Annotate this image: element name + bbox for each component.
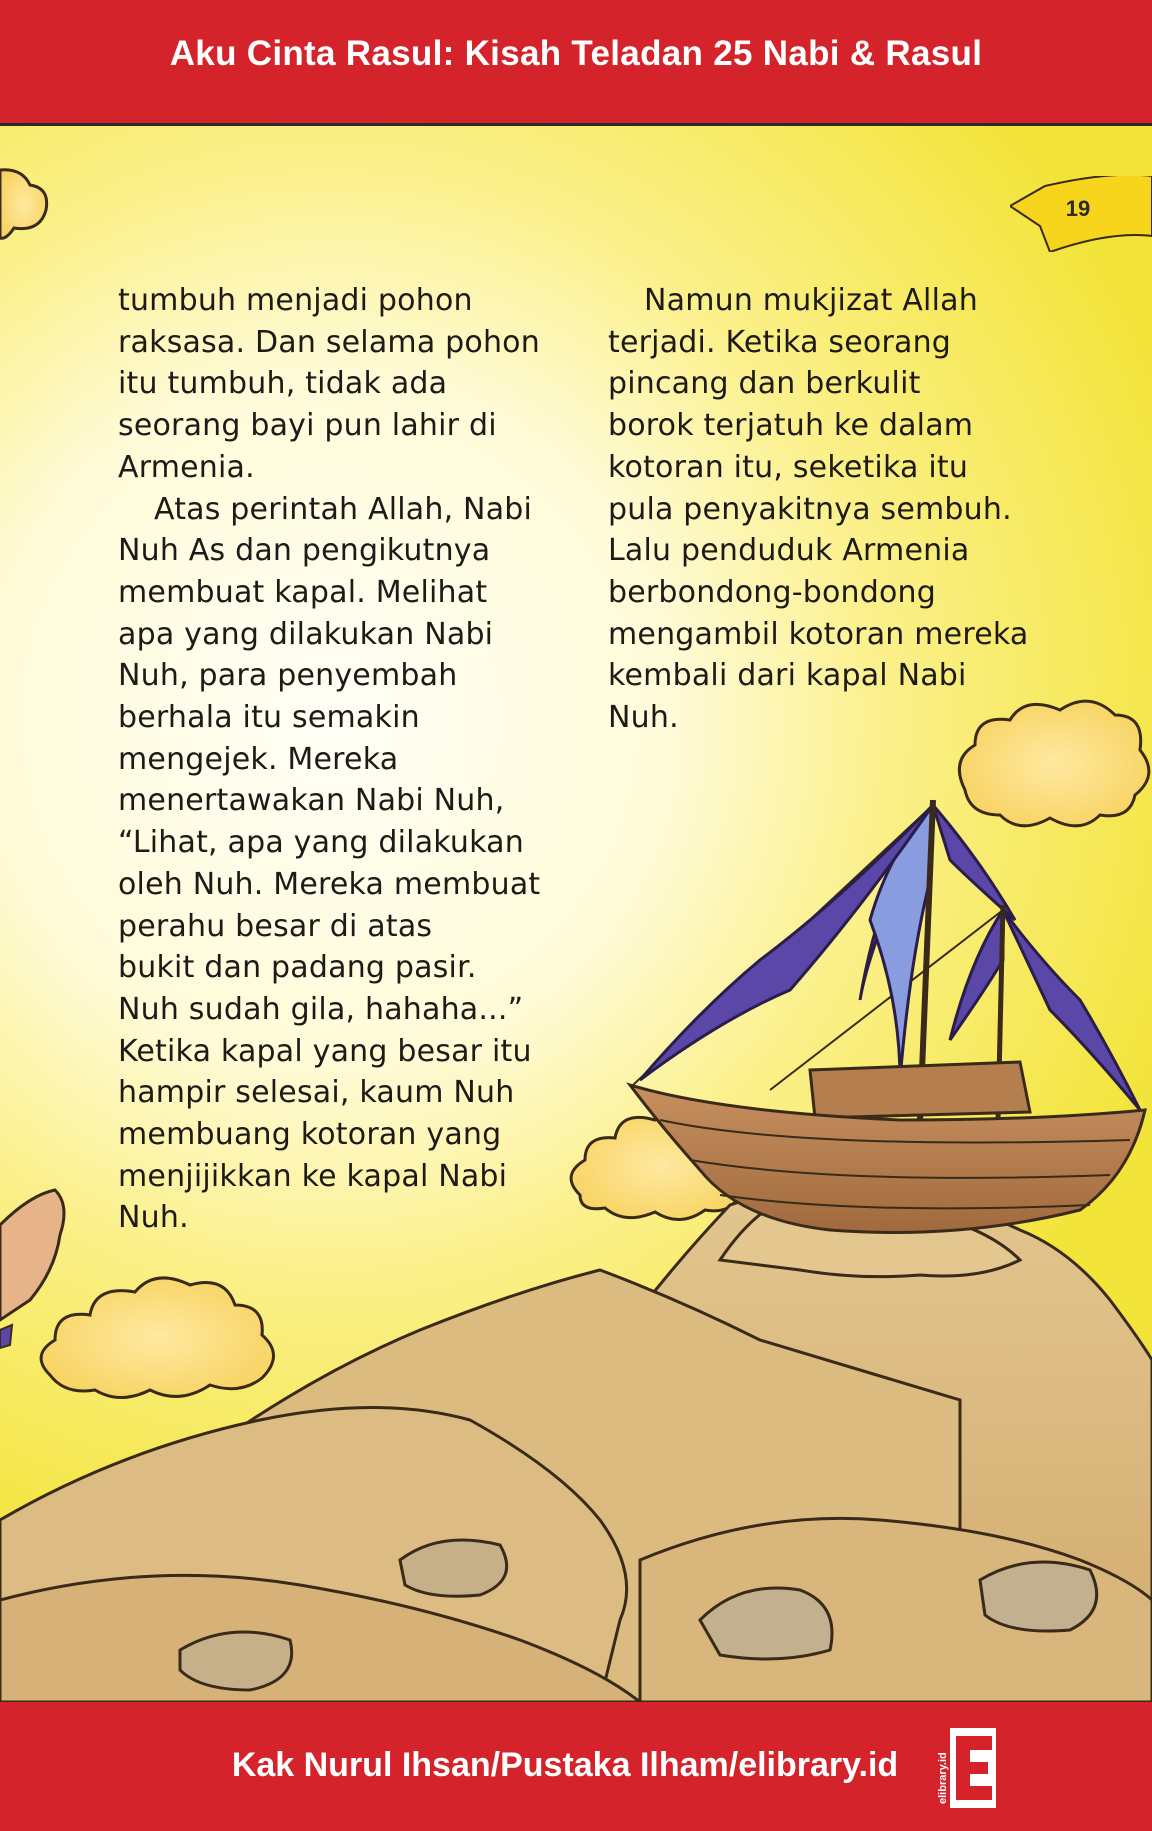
text-line: menjijikkan ke kapal Nabi xyxy=(118,1158,508,1194)
text-line: perahu besar di atas xyxy=(118,908,433,944)
story-paragraph xyxy=(118,489,558,1240)
text-line: membuat kapal. Melihat xyxy=(118,574,488,610)
text-line: apa yang dilakukan Nabi xyxy=(118,616,494,652)
text-line: Nuh. xyxy=(608,700,679,736)
text-line: tumbuh menjadi pohon xyxy=(118,283,473,318)
text-line: Nuh, para penyembah xyxy=(118,658,458,694)
footer-bar xyxy=(0,1702,1152,1831)
elibrary-e-logo-icon xyxy=(934,1726,998,1810)
text-line: itu tumbuh, tidak ada xyxy=(118,366,448,402)
text-line: seorang bayi pun lahir di xyxy=(118,408,497,444)
text-line: Armenia. xyxy=(118,449,255,485)
text-line: terjadi. Ketika seorang xyxy=(608,324,952,360)
text-line: mengejek. Mereka xyxy=(118,741,399,777)
text-line: mengambil kotoran mereka xyxy=(608,616,1029,652)
page-number: 19 xyxy=(1065,196,1091,221)
svg-text:elibrary.id: elibrary.id xyxy=(937,1752,949,1804)
footer-credit: Kak Nurul Ihsan/Pustaka Ilham/elibrary.id xyxy=(231,1746,899,1784)
text-line: raksasa. Dan selama pohon xyxy=(118,324,540,360)
text-line: kembali dari kapal Nabi xyxy=(608,658,967,694)
header-bar xyxy=(0,0,1152,126)
text-line: hampir selesai, kaum Nuh xyxy=(118,1075,515,1111)
text-line: berbondong-bondong xyxy=(608,574,936,610)
text-line: Nuh. xyxy=(118,1200,189,1236)
text-line: Ketika kapal yang besar itu xyxy=(118,1033,532,1069)
story-paragraph xyxy=(608,280,1048,739)
text-line: oleh Nuh. Mereka membuat xyxy=(118,866,541,902)
text-line: berhala itu semakin xyxy=(118,700,420,736)
text-line: bukit dan padang pasir. xyxy=(118,950,477,986)
text-line: Nuh As dan pengikutnya xyxy=(118,533,491,569)
text-line: pincang dan berkulit xyxy=(608,366,921,402)
book-title: Aku Cinta Rasul: Kisah Teladan 25 Nabi & Rasul xyxy=(169,34,983,73)
text-line: Nuh sudah gila, hahaha...” xyxy=(118,991,524,1027)
text-line: borok terjatuh ke dalam xyxy=(608,408,974,444)
story-paragraph xyxy=(118,280,558,489)
text-line: membuang kotoran yang xyxy=(118,1117,502,1153)
text-line: Namun mukjizat Allah xyxy=(644,283,978,318)
text-line: pula penyakitnya sembuh. xyxy=(608,491,1012,527)
story-column-right xyxy=(608,280,1048,739)
text-line: menertawakan Nabi Nuh, xyxy=(118,783,505,819)
text-line: kotoran itu, seketika itu xyxy=(608,449,969,485)
text-line: “Lihat, apa yang dilakukan xyxy=(118,825,524,861)
text-line: Atas perintah Allah, Nabi xyxy=(154,491,533,527)
text-line: Lalu penduduk Armenia xyxy=(608,533,970,569)
story-column-left xyxy=(118,280,558,1239)
